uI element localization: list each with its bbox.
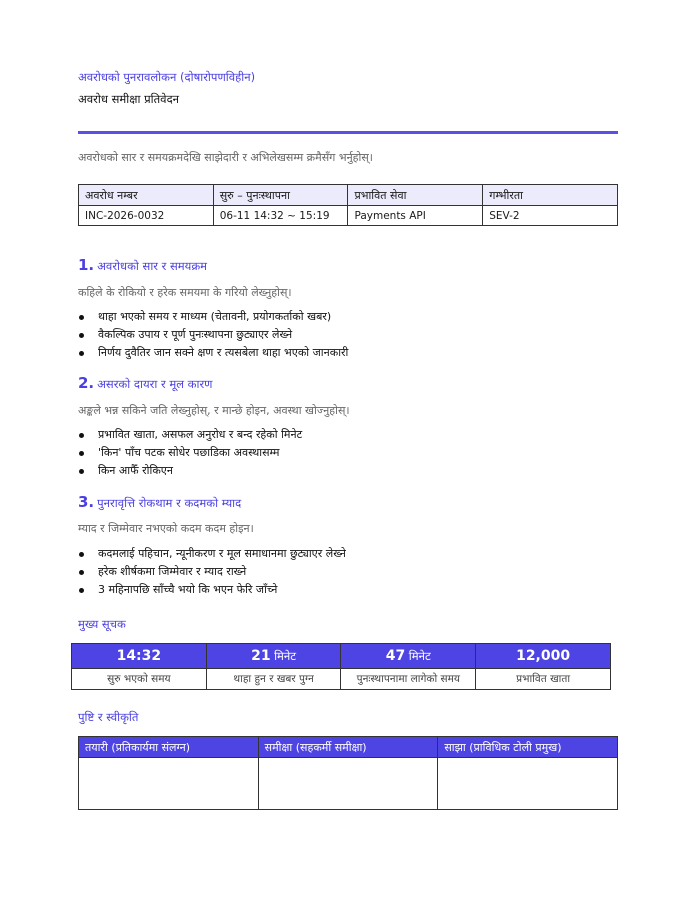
table-row [79,206,618,226]
signature-box-prepared[interactable] [79,758,259,810]
list-item: किन आफैँ रोकिएन [78,462,302,480]
list-item: 'किन' पाँच पटक सोधेर पछाडिका अवस्थासम्म [78,444,302,462]
metric-unit: मिनेट [274,649,297,663]
metrics-label-row [72,669,611,690]
metric-unit: मिनेट [408,649,431,663]
section-heading-2 [78,374,212,392]
list-item: हरेक शीर्षकमा जिम्मेवार र म्याद राख्ने [78,563,346,581]
section-number: 2. [78,374,95,392]
signoff-reviewed-header: समीक्षा (सहकर्मी समीक्षा) [258,737,438,758]
signoff-heading: पुष्टि र स्वीकृति [78,710,139,724]
key-metrics-table [71,643,611,690]
header-incident-number: अवरोध नम्बर [79,185,214,206]
metric-value: 12,000 [516,648,571,664]
document-title: अवरोध समीक्षा प्रतिवेदन [78,92,180,106]
document-kicker: अवरोधको पुनरावलोकन (दोषारोपणविहीन) [78,70,256,84]
metric-label: थाहा हुन र खबर पुग्न [206,669,341,690]
incident-meta-table [78,184,618,226]
list-item: निर्णय दुवैतिर जान सक्ने क्षण र त्यसबेला थाहा भएको जानकारी [78,344,348,362]
cell-incident-number: INC-2026-0032 [79,206,214,226]
metric-label: पुनःस्थापनामा लागेको समय [341,669,476,690]
header-divider [78,131,618,134]
section-bullets-1 [78,308,348,362]
section-hint-2: अङ्कले भन्न सकिने जति लेख्नुहोस्, र मान्छे होइन, अवस्था खोज्नुहोस्। [78,404,350,417]
section-heading-1 [78,256,207,274]
section-number: 3. [78,493,95,511]
list-item: वैकल्पिक उपाय र पूर्ण पुनःस्थापना छुट्याएर लेख्ने [78,326,348,344]
signature-box-shared[interactable] [438,758,618,810]
cell-severity: SEV-2 [483,206,618,226]
metric-value: 14:32 [116,648,162,664]
metrics-heading: मुख्य सूचक [78,617,126,631]
section-hint-3: म्याद र जिम्मेवार नभएको कदम कदम होइन। [78,522,254,535]
signoff-table [78,736,618,810]
section-title: असरको दायरा र मूल कारण [97,377,213,391]
header-start-restore: सुरु – पुनःस्थापना [213,185,348,206]
metric-label: प्रभावित खाता [476,669,611,690]
signoff-shared-header: साझा (प्राविधिक टोली प्रमुख) [438,737,618,758]
signoff-signature-row [79,758,618,810]
list-item: कदमलाई पहिचान, न्यूनीकरण र मूल समाधानमा छुट्याएर लेख्ने [78,545,346,563]
section-number: 1. [78,256,95,274]
section-bullets-3 [78,545,346,599]
metric-value: 21 [251,648,271,664]
header-severity: गम्भीरता [483,185,618,206]
cell-affected-service: Payments API [348,206,483,226]
metric-label: सुरु भएको समय [72,669,207,690]
section-title: अवरोधको सार र समयक्रम [97,259,208,273]
signoff-prepared-header: तयारी (प्रतिकार्यमा संलग्न) [79,737,259,758]
metric-restore-time [341,644,476,669]
section-bullets-2 [78,426,302,480]
table-header-row [79,185,618,206]
section-hint-1: कहिले के रोकियो र हरेक समयमा के गरियो लेख्नुहोस्। [78,286,292,299]
cell-start-restore: 06-11 14:32 ~ 15:19 [213,206,348,226]
signoff-header-row [79,737,618,758]
signature-box-reviewed[interactable] [258,758,438,810]
metric-detect-time [206,644,341,669]
metrics-value-row [72,644,611,669]
section-heading-3 [78,493,241,511]
list-item: प्रभावित खाता, असफल अनुरोध र बन्द रहेको मिनेट [78,426,302,444]
metric-affected-accounts [476,644,611,669]
metric-start-time [72,644,207,669]
list-item: थाहा भएको समय र माध्यम (चेतावनी, प्रयोगकर्ताको खबर) [78,308,348,326]
section-title: पुनरावृत्ति रोकथाम र कदमको म्याद [97,496,242,510]
header-affected-service: प्रभावित सेवा [348,185,483,206]
list-item: 3 महिनापछि साँच्चै भयो कि भएन फेरि जाँच्ने [78,581,346,599]
intro-text: अवरोधको सार र समयक्रमदेखि साझेदारी र अभिलेखसम्म क्रमैसँग भर्नुहोस्। [78,151,373,164]
metric-value: 47 [385,648,406,664]
